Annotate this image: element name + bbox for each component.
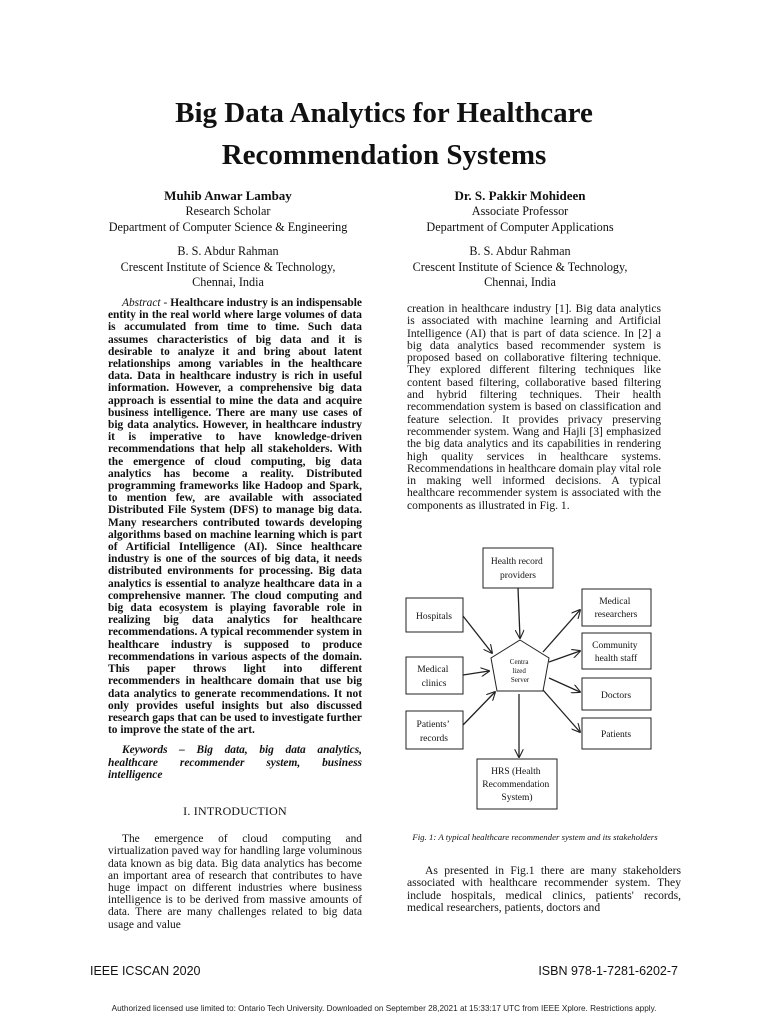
author-role: Associate Professor [471, 204, 569, 218]
label-medical-clinics-line2: clinics [421, 679, 447, 689]
label-patients-records-line1: Patients’ [416, 720, 450, 730]
abstract [108, 297, 362, 736]
label-hrs-line1: HRS (Health [491, 767, 541, 777]
keywords [108, 744, 362, 781]
footer-isbn: ISBN 978-1-7281-6202-7 [538, 964, 678, 978]
title-line-1: Big Data Analytics for Healthcare [175, 97, 593, 129]
label-patients-records-line2: records [420, 734, 448, 744]
keywords-text: Big data, big data analytics, healthcare recommender system, business intelligence [108, 744, 362, 781]
paper-title [0, 92, 768, 176]
author-name: Muhib Anwar Lambay [164, 188, 292, 203]
label-hrs-line2: Recommendation [482, 780, 550, 790]
author-department: Department of Computer Applications [426, 219, 614, 234]
label-server-line3: Server [510, 676, 530, 684]
section-heading-introduction: I. INTRODUCTION [183, 803, 287, 818]
label-researchers-line1: Medical [599, 597, 631, 607]
intro-paragraph-2: As presented in Fig.1 there are many stakeholders associated with healthcare recommender system. They include hospitals, medical clinics, patients' records, medical researchers, patients, doctors and [407, 864, 681, 914]
author-institution-2: Crescent Institute of Science & Technology, [120, 259, 336, 274]
arrow-server-to-community [549, 651, 580, 662]
label-patients: Patients [600, 730, 632, 740]
author-institution-2: Crescent Institute of Science & Technology, [412, 259, 628, 274]
arrow-health-records-to-server [518, 588, 520, 638]
label-health-record-line1: Health record [490, 557, 543, 567]
label-server-line1: Centra [509, 658, 529, 666]
footer-conference: IEEE ICSCAN 2020 [90, 964, 201, 978]
author-institution: B. S. Abdur Rahman [177, 244, 279, 259]
label-hrs-line3: System) [501, 793, 533, 803]
intro-paragraph-1-continued: creation in healthcare industry [1]. Big data analytics is associated with machine learning and Artificial Intelligence (AI) that is part of data science. In [2] a big data analytics based recommender system is proposed based on collaborative filtering technique. They explored different filtering techniques like content based filtering, collaborative based filtering and hybrid filtering techniques. Their health recommendation system is based on classification and feature selection. It provides privacy preserving recommender system. Wang and Hajli [3] emphasized the big data analytics and its capabilities in rendering high quality services in healthcare systems. Recommendations in healthcare domain play vital role in making well informed decisions. A typical healthcare recommender system is associated with the components as illustrated in Fig. 1. [407, 302, 661, 512]
arrow-server-to-researchers [543, 610, 580, 652]
label-health-record-line2: providers [500, 571, 536, 581]
author-block-1 [78, 188, 378, 291]
abstract-text: Healthcare industry is an indispensable entity in the real world where large volumes of data is accumulated from time to time. Such data assumes characteristics of big data and it is desirable to analyze it and bring about latent relationships among variables in the healthcare data. Data in healthcare industry is rich in useful information. However, a comprehensive big data approach is essential to mine the data and acquire business intelligence. There are many use cases of big data analytics. However, in healthcare industry it is imperative to have knowledge-driven recommendations that help all stakeholders. With the emergence of cloud computing, big data analytics has become a reality. Distributed programming frameworks like Hadoop and Spark, to mention few, are available with associated Distributed File System (DFS) to manage big data. Many researchers contributed towards developing algorithms based on machine learning which is part of Artificial Intelligence (AI). Since healthcare industry is one of the sources of big data, it needs distributed environments for processing. Big data analytics is essential to analyze healthcare data in a comprehensive manner. The cloud computing and big data ecosystem is playing favorable role in realizing big data analytics for healthcare recommendations. A typical recommender system in healthcare industry is supposed to produce recommendations in various aspects of the domain. This paper throws light into different recommenders in healthcare domain that use big data analytics to generate recommendations. It not only provides useful insights but also discussed research gaps that can be used to investigate further to improve the state of the art. [108, 297, 362, 737]
label-doctors: Doctors [600, 691, 632, 701]
label-researchers-line2: researchers [594, 610, 638, 620]
title-line-2: Recommendation Systems [221, 139, 547, 171]
right-column [407, 303, 661, 512]
arrow-server-to-doctors [549, 678, 580, 692]
author-institution: B. S. Abdur Rahman [469, 244, 571, 259]
label-community-line1: Community [592, 641, 638, 651]
figure-diagram [403, 544, 681, 819]
intro-paragraph-1: The emergence of cloud computing and virtualization paved way for handling large voluminous data known as big data. Big data analytics has become an important area of research that contributes to have huge impact on different industries where business intelligence is to be derived from massive amounts of data. There are many challenges related to big data usage and value [108, 833, 362, 931]
label-medical-clinics-line1: Medical [417, 665, 449, 675]
arrow-clinics-to-server [463, 671, 489, 675]
author-role: Research Scholar [185, 204, 271, 218]
author-name: Dr. S. Pakkir Mohideen [454, 188, 586, 203]
left-column [108, 297, 362, 931]
label-hospitals: Hospitals [416, 612, 452, 622]
keywords-lead: Keywords – [122, 744, 185, 757]
arrow-patients-records-to-server [463, 692, 495, 725]
abstract-lead: Abstract - [122, 297, 168, 309]
author-block-2 [370, 188, 670, 291]
author-location: Chennai, India [484, 275, 556, 290]
arrow-hospitals-to-server [463, 616, 492, 653]
node-health-record-providers [483, 548, 553, 588]
author-department: Department of Computer Science & Engineering [108, 219, 348, 234]
license-notice: Authorized licensed use limited to: Ontario Tech University. Downloaded on September 28,2021 at 15:33:17 UTC from IEEE Xplore. Restrictions apply. [111, 1004, 657, 1013]
arrow-server-to-patients [543, 690, 580, 732]
label-community-line2: health staff [594, 654, 638, 664]
svg-text:Centra lized Server [510, 658, 530, 684]
label-server-line2: lized [512, 667, 526, 675]
author-location: Chennai, India [192, 275, 264, 290]
figure-caption: Fig. 1: A typical healthcare recommender system and its stakeholders [412, 832, 658, 842]
node-medical-researchers [582, 589, 651, 626]
